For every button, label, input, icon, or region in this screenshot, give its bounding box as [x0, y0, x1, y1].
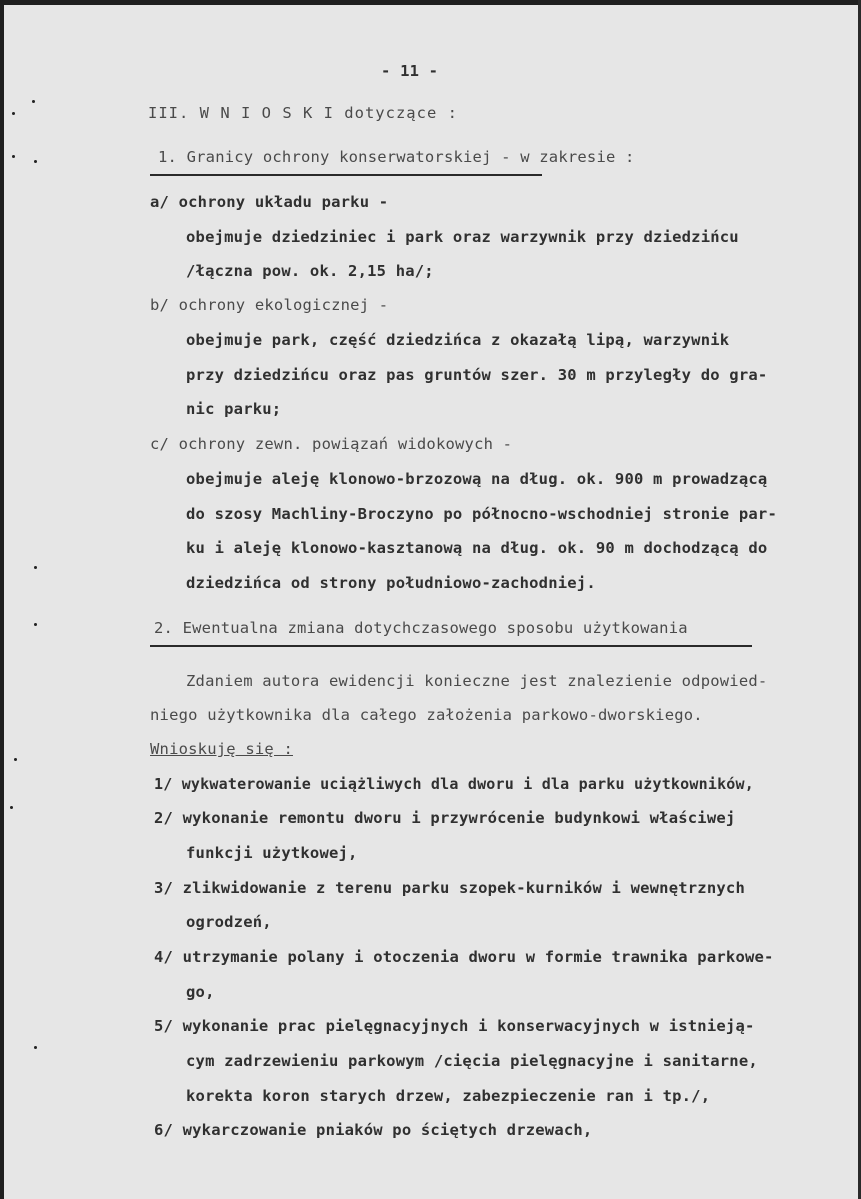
list-item-1: 1/ wykwaterowanie uciążliwych dla dworu i dla parku użytkowników, — [154, 775, 754, 793]
list-item-6: 6/ wykarczowanie pniaków po ściętych drzewach, — [154, 1121, 593, 1139]
wnioskuje-heading: Wnioskuję się : — [150, 740, 293, 758]
section1-heading-underline — [150, 174, 542, 176]
item-a-text: /łączna pow. ok. 2,15 ha/; — [186, 262, 434, 280]
scan-speck — [34, 1046, 37, 1049]
item-b-text: nic parku; — [186, 400, 282, 418]
scan-speck — [34, 566, 37, 569]
list-item-5-cont: cym zadrzewieniu parkowym /cięcia pielęgnacyjne i sanitarne, — [186, 1052, 758, 1070]
item-b-text: przy dziedzińcu oraz pas gruntów szer. 30 m przyległy do gra- — [186, 366, 768, 384]
item-c-text: obejmuje aleję klonowo-brzozową na dług. ok. 900 m prowadzącą — [186, 470, 768, 488]
section2-heading-underline — [150, 645, 752, 647]
scan-speck — [32, 100, 35, 103]
item-c-label: c/ ochrony zewn. powiązań widokowych - — [150, 435, 513, 453]
item-a-text: obejmuje dziedziniec i park oraz warzywnik przy dziedzińcu — [186, 228, 739, 246]
item-a-label: a/ ochrony układu parku - — [150, 193, 389, 211]
paragraph-text: niego użytkownika dla całego założenia parkowo-dworskiego. — [150, 706, 703, 724]
item-c-text: do szosy Machliny-Broczyno po północno-wschodniej stronie par- — [186, 505, 777, 523]
list-item-3: 3/ zlikwidowanie z terenu parku szopek-kurników i wewnętrznych — [154, 879, 745, 897]
scan-speck — [34, 160, 37, 163]
list-item-4: 4/ utrzymanie polany i otoczenia dworu w formie trawnika parkowe- — [154, 948, 774, 966]
scan-speck — [12, 112, 15, 115]
list-item-2: 2/ wykonanie remontu dworu i przywrócenie budynkowi właściwej — [154, 809, 736, 827]
section-title: III. W N I O S K I dotyczące : — [148, 104, 458, 122]
item-b-label: b/ ochrony ekologicznej - — [150, 296, 389, 314]
page-number: - 11 - — [381, 62, 439, 80]
scan-speck — [34, 623, 37, 626]
scan-border-top — [0, 0, 861, 5]
list-item-5: 5/ wykonanie prac pielęgnacyjnych i konserwacyjnych w istnieją- — [154, 1017, 755, 1035]
list-item-3-cont: ogrodzeń, — [186, 913, 272, 931]
paragraph-text: Zdaniem autora ewidencji konieczne jest znalezienie odpowied- — [186, 672, 768, 690]
item-c-text: dziedzińca od strony południowo-zachodniej. — [186, 574, 596, 592]
scan-speck — [10, 806, 13, 809]
list-item-2-cont: funkcji użytkowej, — [186, 844, 358, 862]
scan-speck — [14, 758, 17, 761]
list-item-5-cont: korekta koron starych drzew, zabezpieczenie ran i tp./, — [186, 1087, 711, 1105]
section2-heading: 2. Ewentualna zmiana dotychczasowego sposobu użytkowania — [154, 619, 688, 637]
section1-heading: 1. Granicy ochrony konserwatorskiej - w zakresie : — [158, 148, 635, 166]
scan-border-left — [0, 0, 4, 1199]
item-c-text: ku i aleję klonowo-kasztanową na dług. ok. 90 m dochodzącą do — [186, 539, 768, 557]
item-b-text: obejmuje park, część dziedzińca z okazałą lipą, warzywnik — [186, 331, 730, 349]
scan-speck — [12, 155, 15, 158]
list-item-4-cont: go, — [186, 983, 215, 1001]
